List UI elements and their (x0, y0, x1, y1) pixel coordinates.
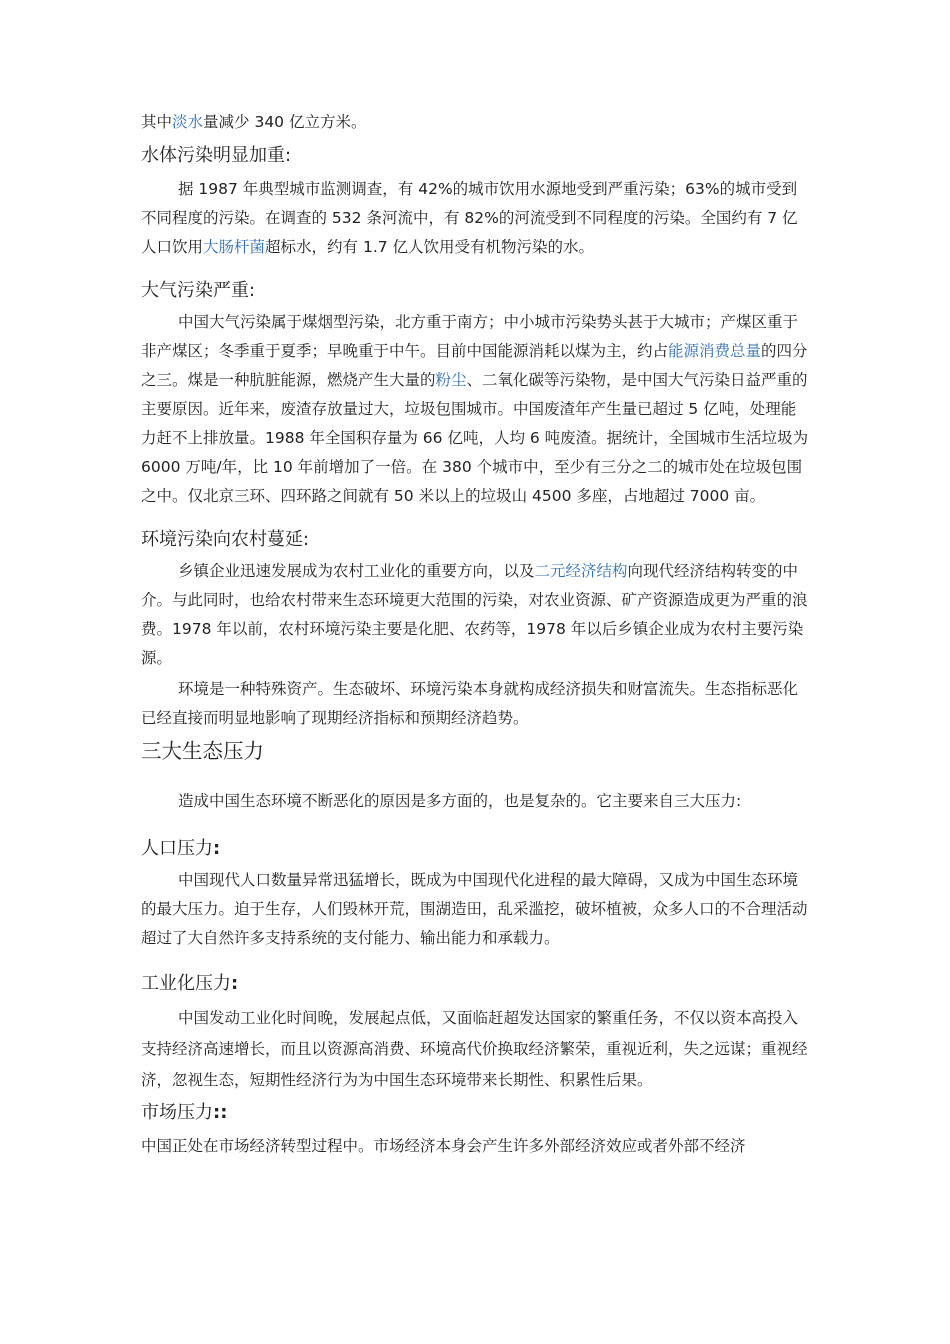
heading-population-pressure: 人口压力: (141, 838, 221, 859)
heading-air-pollution: 大气污染严重: (141, 280, 256, 301)
paragraph-water-pollution: 据 1987 年典型城市监测调查，有 42%的城市饮用水源地受到严重污染；63%的城市受到不同程度的污染。在调查的 532 条河流中，有 82%的河流受到不同程度的污染。全国约有 7 亿人口饮用大肠杆菌超标水，约有 1.7 亿人饮用受有机物污染的水。 (141, 180, 798, 256)
paragraph-environment-asset: 环境是一种特殊资产。生态破坏、环境污染本身就构成经济损失和财富流失。生态指标恶化已经直接而明显地影响了现期经济指标和预期经济趋势。 (141, 680, 799, 727)
paragraph-population-pressure: 中国现代人口数量异常迅猛增长，既成为中国现代化进程的最大障碍，又成为中国生态环境的最大压力。迫于生存，人们毁林开荒，围湖造田，乱采滥挖，破坏植被，众多人口的不合理活动超过了大自然许多支持系统的支付能力、输出能力和承载力。 (141, 871, 808, 947)
link-fresh-water[interactable]: 淡水 (172, 113, 204, 131)
heading-rural-pollution: 环境污染向农村蔓延: (141, 529, 310, 550)
paragraph-air-pollution: 中国大气污染属于煤烟型污染，北方重于南方；中小城市污染势头甚于大城市；产煤区重于非产煤区；冬季重于夏季；早晚重于中午。目前中国能源消耗以煤为主，约占能源消费总量的四分之三。煤是一种肮脏能源，燃烧产生大量的粉尘、二氧化碳等污染物，是中国大气污染日益严重的主要原因。近年来，废渣存放量过大，垃圾包围城市。中国废渣年产生量已超过 5 亿吨，处理能力赶不上排放量。1988 年全国积存量为 66 亿吨，人均 6 吨废渣。据统计，全国城市生活垃圾为 6000 万吨/年，比 10 年前增加了一倍。在 380 个城市中，至少有三分之二的城市处在垃圾包围之中。仅北京三环、四环路之间就有 50 米以上的垃圾山 4500 多座，占地超过 7000 亩。 (141, 313, 809, 505)
document-page (141, 108, 811, 1161)
link-dust[interactable]: 粉尘 (435, 371, 467, 389)
paragraph-rural-pollution: 乡镇企业迅速发展成为农村工业化的重要方向，以及二元经济结构向现代经济结构转变的中介。与此同时，也给农村带来生态环境更大范围的污染，对农业资源、矿产资源造成更为严重的浪费。1978 年以前，农村环境污染主要是化肥、农药等，1978 年以后乡镇企业成为农村主要污染源。 (141, 562, 808, 667)
paragraph-industrialization-pressure: 中国发动工业化时间晚，发展起点低，又面临赶超发达国家的繁重任务，不仅以资本高投入支持经济高速增长，而且以资源高消费、环境高代价换取经济繁荣，重视近利，失之远谋；重视经济，忽视生态，短期性经济行为为中国生态环境带来长期性、积累性后果。 (141, 1009, 808, 1089)
heading-water-pollution: 水体污染明显加重: (141, 145, 292, 166)
heading-market-pressure: 市场压力:: (141, 1102, 228, 1123)
link-energy-consumption[interactable]: 能源消费总量 (668, 342, 762, 360)
link-e-coli[interactable]: 大肠杆菌 (203, 238, 266, 256)
paragraph-three-pressures: 造成中国生态环境不断恶化的原因是多方面的，也是复杂的。它主要来自三大压力: (178, 792, 742, 810)
heading-industrialization-pressure: 工业化压力: (141, 973, 239, 994)
heading-three-pressures: 三大生态压力 (141, 739, 264, 763)
paragraph-fresh-water: 其中淡水量减少 340 亿立方米。 (141, 113, 367, 131)
link-dual-economy[interactable]: 二元经济结构 (534, 562, 628, 580)
paragraph-market-pressure: 中国正处在市场经济转型过程中。市场经济本身会产生许多外部经济效应或者外部不经济 (141, 1137, 746, 1155)
